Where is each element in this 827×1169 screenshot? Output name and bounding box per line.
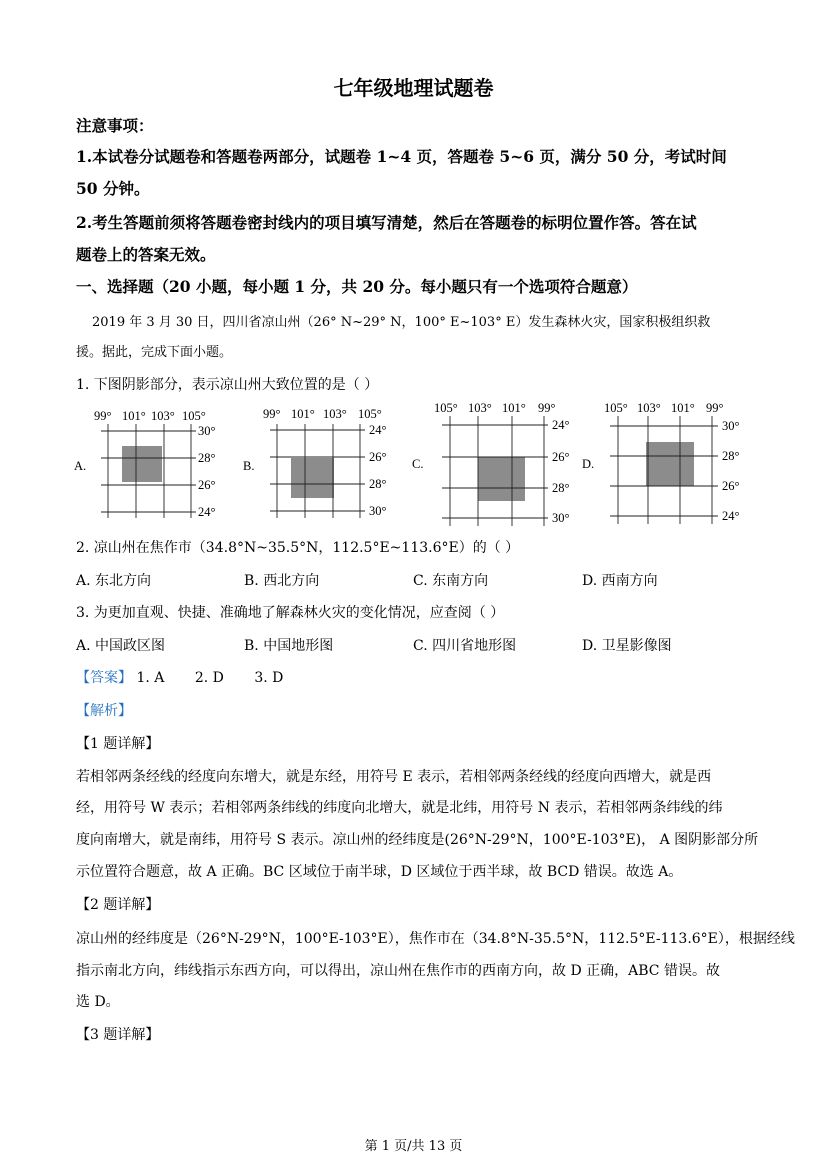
answer-value: 1. A: [136, 670, 165, 686]
detail-1-line: 若相邻两条经线的经度向东增大，就是东经，用符号 E 表示，若相邻两条经线的经度向西增大，就是西: [76, 769, 712, 785]
detail-1-line: 度向南增大，就是南纬，用符号 S 表示。凉山州的经纬度是(26°N-29°N，100°E-103°E)， A 图阴影部分所: [76, 832, 759, 848]
map-d-shaded-area: [646, 442, 694, 486]
answer-value: 2. D: [194, 670, 224, 686]
answer-value: 3. D: [254, 670, 284, 686]
map-b-lat-label: 26°: [369, 450, 387, 464]
map-b-lon-label: 103°: [323, 407, 347, 421]
map-c-svg: [412, 398, 582, 528]
map-c-letter: C.: [412, 457, 424, 471]
section-1-intro-line-1: 2019 年 3 月 30 日，四川省凉山州（26° N~29° N，100° E~103° E）发生森林火灾，国家积极组织救: [92, 315, 711, 330]
map-d-lon-label: 99°: [706, 401, 724, 415]
analysis-label: 【解析】: [76, 703, 132, 719]
question-2-option-b: B. 西北方向: [244, 573, 320, 589]
detail-2-line: 选 D。: [76, 994, 120, 1010]
map-b-svg: [243, 404, 398, 524]
map-option-a: [74, 404, 229, 524]
map-a-lon-label: 103°: [151, 409, 175, 423]
map-d-letter: D.: [582, 457, 595, 471]
map-d-svg: [582, 398, 752, 528]
map-option-b: [243, 404, 398, 524]
detail-2-heading: 【2 题详解】: [76, 897, 160, 913]
map-c-lon-label: 105°: [434, 401, 458, 415]
map-c-lat-label: 30°: [552, 511, 570, 525]
map-a-lat-label: 30°: [198, 424, 216, 438]
question-3-option-b: B. 中国地形图: [244, 638, 334, 654]
map-c-lat-label: 26°: [552, 450, 570, 464]
notice-item-2-line-2: 题卷上的答案无效。: [76, 245, 216, 264]
map-option-d: [582, 398, 752, 528]
map-c-lon-label: 101°: [502, 401, 526, 415]
detail-1-line: 经，用符号 W 表示；若相邻两条纬线的纬度向北增大，就是北纬，用符号 N 表示，若相邻两条纬线的纬: [76, 800, 723, 816]
question-2-option-a: A. 东北方向: [76, 573, 152, 589]
section-1-heading: 一、选择题（20 小题，每小题 1 分，共 20 分。每小题只有一个选项符合题意）: [76, 277, 638, 296]
map-a-letter: A.: [74, 459, 87, 473]
detail-2-line: 凉山州的经纬度是（26°N-29°N，100°E-103°E），焦作市在（34.8°N-35.5°N，112.5°E-113.6°E），根据经线: [76, 931, 795, 947]
question-2-option-c: C. 东南方向: [413, 573, 489, 589]
page-footer: 第 1 页/共 13 页: [364, 1139, 463, 1154]
map-c-lon-label: 103°: [468, 401, 492, 415]
answer-label: 【答案】: [76, 670, 132, 686]
map-option-c: [412, 398, 582, 528]
question-2-stem: 2. 凉山州在焦作市（34.8°N~35.5°N，112.5°E~113.6°E）的（ ）: [76, 540, 520, 556]
detail-1-line: 示位置符合题意，故 A 正确。BC 区域位于南半球，D 区域位于西半球，故 BCD 错误。故选 A。: [76, 864, 683, 880]
map-d-lon-label: 103°: [637, 401, 661, 415]
map-d-lon-label: 105°: [604, 401, 628, 415]
map-c-lon-label: 99°: [538, 401, 556, 415]
notice-item-2-line-1: 2.考生答题前须将答题卷密封线内的项目填写清楚，然后在答题卷的标明位置作答。答在试: [76, 213, 697, 232]
map-a-svg: [74, 404, 229, 524]
map-b-lat-label: 24°: [369, 423, 387, 437]
question-3-stem: 3. 为更加直观、快捷、准确地了解森林火灾的变化情况，应查阅（ ）: [76, 605, 505, 621]
map-a-lat-label: 26°: [198, 478, 216, 492]
question-3-option-a: A. 中国政区图: [76, 638, 166, 654]
map-b-letter: B.: [243, 459, 255, 473]
map-b-lat-label: 30°: [369, 504, 387, 518]
notice-heading: 注意事项：: [76, 116, 154, 135]
map-a-lon-label: 101°: [122, 409, 146, 423]
question-3-option-d: D. 卫星影像图: [582, 638, 672, 654]
map-b-lon-label: 101°: [291, 407, 315, 421]
answer-row: [76, 667, 283, 687]
detail-2-line: 指示南北方向，纬线指示东西方向，可以得出，凉山州在焦作市的西南方向，故 D 正确，ABC 错误。故: [76, 963, 720, 979]
detail-1-heading: 【1 题详解】: [76, 736, 160, 752]
notice-item-1-line-2: 50 分钟。: [76, 179, 150, 198]
map-d-lon-label: 101°: [671, 401, 695, 415]
page-title: 七年级地理试题卷: [333, 76, 494, 100]
map-c-lat-label: 28°: [552, 481, 570, 495]
question-2-option-d: D. 西南方向: [582, 573, 658, 589]
notice-item-1-line-1: 1.本试卷分试题卷和答题卷两部分，试题卷 1~4 页，答题卷 5~6 页，满分 50 分，考试时间: [76, 147, 727, 166]
map-d-lat-label: 30°: [722, 419, 740, 433]
detail-3-heading: 【3 题详解】: [76, 1027, 160, 1043]
map-d-lat-label: 26°: [722, 479, 740, 493]
question-1-stem: 1. 下图阴影部分，表示凉山州大致位置的是（ ）: [76, 377, 379, 393]
map-b-lat-label: 28°: [369, 477, 387, 491]
section-1-intro-line-2: 援。据此，完成下面小题。: [76, 345, 233, 360]
map-c-lat-label: 24°: [552, 418, 570, 432]
map-b-lon-label: 105°: [358, 407, 382, 421]
map-c-shaded-area: [478, 457, 525, 501]
map-b-shaded-area: [291, 458, 334, 498]
map-a-lat-label: 28°: [198, 451, 216, 465]
map-a-lat-label: 24°: [198, 505, 216, 519]
map-a-lon-label: 99°: [94, 409, 112, 423]
map-d-lat-label: 28°: [722, 449, 740, 463]
map-a-lon-label: 105°: [182, 409, 206, 423]
question-3-option-c: C. 四川省地形图: [413, 638, 517, 654]
map-a-shaded-area: [122, 446, 162, 482]
map-d-lat-label: 24°: [722, 509, 740, 523]
map-b-lon-label: 99°: [263, 407, 281, 421]
